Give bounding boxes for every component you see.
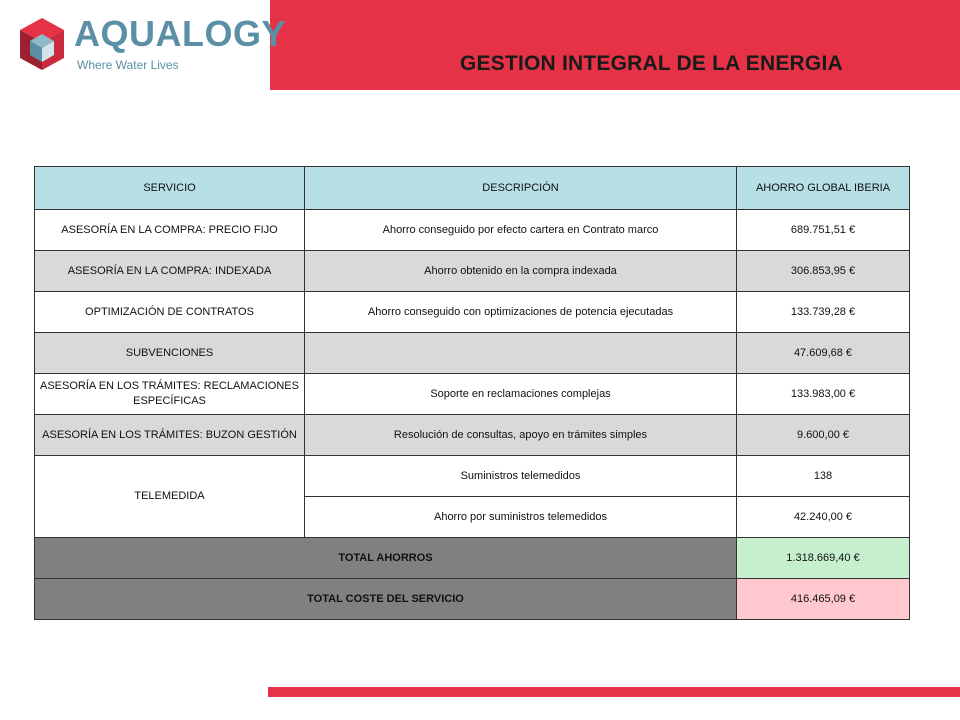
energy-savings-table — [34, 166, 910, 620]
footer-bar — [268, 687, 960, 697]
ahorro-cell: 689.751,51 € — [737, 210, 910, 251]
servicio-cell: ASESORÍA EN LOS TRÁMITES: BUZON GESTIÓN — [35, 415, 305, 456]
ahorro-cell: 42.240,00 € — [737, 497, 910, 538]
cube-logo-icon — [16, 16, 68, 74]
descripcion-cell: Ahorro obtenido en la compra indexada — [305, 251, 737, 292]
table-header-row — [35, 167, 910, 210]
descripcion-cell: Ahorro por suministros telemedidos — [305, 497, 737, 538]
descripcion-cell: Suministros telemedidos — [305, 456, 737, 497]
servicio-cell: SUBVENCIONES — [35, 333, 305, 374]
table-row — [35, 251, 910, 292]
aqualogy-logo — [16, 13, 287, 76]
page-title: GESTION INTEGRAL DE LA ENERGIA — [460, 52, 843, 75]
total-ahorros-label: TOTAL AHORROS — [35, 538, 737, 579]
ahorro-cell: 138 — [737, 456, 910, 497]
servicio-cell: ASESORÍA EN LA COMPRA: PRECIO FIJO — [35, 210, 305, 251]
ahorro-cell: 306.853,95 € — [737, 251, 910, 292]
descripcion-cell: Resolución de consultas, apoyo en trámites simples — [305, 415, 737, 456]
total-coste-value: 416.465,09 € — [737, 579, 910, 620]
ahorro-cell: 9.600,00 € — [737, 415, 910, 456]
total-coste-row — [35, 579, 910, 620]
descripcion-cell: Soporte en reclamaciones complejas — [305, 374, 737, 415]
descripcion-cell: Ahorro conseguido con optimizaciones de potencia ejecutadas — [305, 292, 737, 333]
table-row-telemedida — [35, 456, 910, 497]
descripcion-cell: Ahorro conseguido por efecto cartera en Contrato marco — [305, 210, 737, 251]
table-row — [35, 374, 910, 415]
column-header-ahorro: AHORRO GLOBAL IBERIA — [737, 167, 910, 210]
table-row — [35, 210, 910, 251]
servicio-cell: ASESORÍA EN LOS TRÁMITES: RECLAMACIONES ESPECÍFICAS — [35, 374, 305, 415]
total-coste-label: TOTAL COSTE DEL SERVICIO — [35, 579, 737, 620]
brand-name: AQUALOGY — [74, 13, 287, 54]
brand-tagline: Where Water Lives — [77, 58, 179, 72]
table-row — [35, 415, 910, 456]
total-ahorros-value: 1.318.669,40 € — [737, 538, 910, 579]
ahorro-cell: 133.739,28 € — [737, 292, 910, 333]
header-band — [270, 0, 960, 90]
servicio-cell: ASESORÍA EN LA COMPRA: INDEXADA — [35, 251, 305, 292]
column-header-servicio: SERVICIO — [35, 167, 305, 210]
ahorro-cell: 47.609,68 € — [737, 333, 910, 374]
descripcion-cell — [305, 333, 737, 374]
servicio-cell-telemedida: TELEMEDIDA — [35, 456, 305, 538]
total-ahorros-row — [35, 538, 910, 579]
ahorro-cell: 133.983,00 € — [737, 374, 910, 415]
servicio-cell: OPTIMIZACIÓN DE CONTRATOS — [35, 292, 305, 333]
table-row — [35, 292, 910, 333]
column-header-descripcion: DESCRIPCIÓN — [305, 167, 737, 210]
table-row — [35, 333, 910, 374]
